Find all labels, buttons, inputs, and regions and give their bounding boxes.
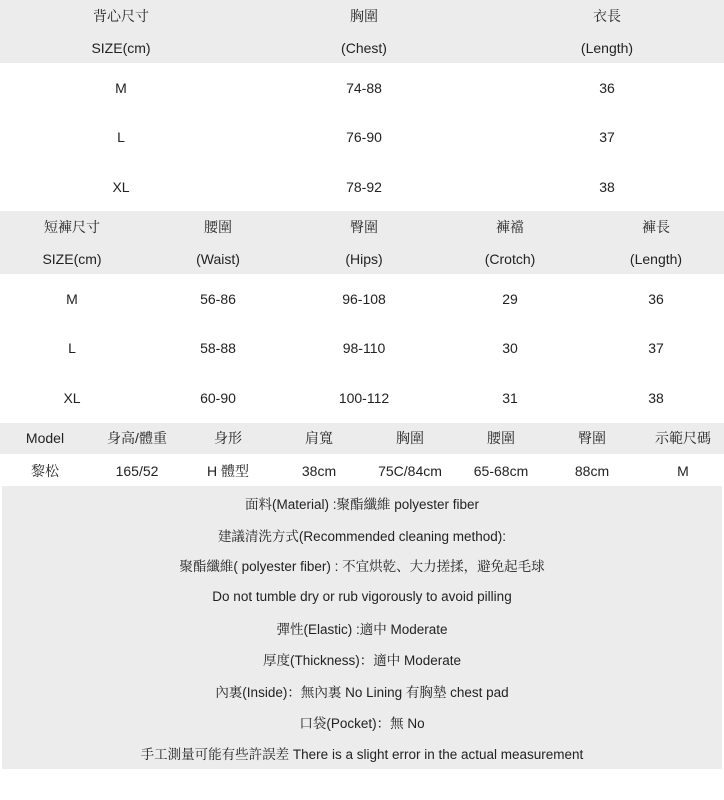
vest-chest-cell: 76-90 xyxy=(346,129,382,145)
note-measurement-error: 手工測量可能有些許誤差 There is a slight error in the actual measurement xyxy=(140,747,584,762)
note-cleaning-en: Do not tumble dry or rub vigorously to avoid pilling xyxy=(212,588,512,604)
shorts-hips-cell: 100-112 xyxy=(338,390,390,406)
shorts-row-xl xyxy=(0,386,724,410)
shorts-header-length-zh: 褲長 xyxy=(642,219,670,235)
model-header-body-shape: 身形 xyxy=(214,430,242,446)
shorts-waist-cell: 56-86 xyxy=(200,291,236,307)
shorts-crotch-cell: 31 xyxy=(502,390,518,406)
vest-header-chest-en: (Chest) xyxy=(341,40,387,56)
vest-row-xl xyxy=(0,175,724,199)
note-cleaning-method: 建議清洗方式(Recommended cleaning method): xyxy=(217,529,507,544)
model-header-height-weight: 身高/體重 xyxy=(107,430,167,446)
vest-chest-cell: 74-88 xyxy=(346,80,382,96)
vest-row-m xyxy=(0,76,724,100)
shorts-size-cell: M xyxy=(66,291,78,307)
shorts-row-m xyxy=(0,287,724,311)
vest-size-header xyxy=(0,0,724,63)
vest-chest-cell: 78-92 xyxy=(346,179,382,195)
vest-header-chest-zh: 胸圍 xyxy=(350,8,378,24)
product-notes-panel xyxy=(2,486,722,769)
model-body-shape-cell: H 體型 xyxy=(207,463,249,479)
model-header-shoulder: 肩寬 xyxy=(305,430,333,446)
shorts-hips-cell: 98-110 xyxy=(342,340,386,356)
shorts-header-length-en: (Length) xyxy=(629,251,683,267)
shorts-header-size-en: SIZE(cm) xyxy=(42,251,102,267)
model-row xyxy=(0,459,724,483)
shorts-header-hips-en: (Hips) xyxy=(345,251,383,267)
vest-header-size-en: SIZE(cm) xyxy=(91,40,151,56)
model-shoulder-cell: 38cm xyxy=(301,463,337,479)
vest-size-cell: XL xyxy=(112,179,130,195)
model-header-row xyxy=(0,426,724,450)
note-material: 面料(Material) :聚酯纖維 polyester fiber xyxy=(244,497,480,512)
shorts-header-crotch-en: (Crotch) xyxy=(484,251,536,267)
vest-length-cell: 36 xyxy=(599,80,615,96)
vest-header-zh-row xyxy=(0,4,724,28)
shorts-waist-cell: 58-88 xyxy=(200,340,236,356)
model-header-waist: 腰圍 xyxy=(487,430,515,446)
vest-header-length-zh: 衣長 xyxy=(593,8,621,24)
shorts-size-cell: L xyxy=(68,340,76,356)
model-waist-cell: 65-68cm xyxy=(473,463,529,479)
model-chest-cell: 75C/84cm xyxy=(378,463,442,479)
shorts-length-cell: 38 xyxy=(648,390,664,406)
vest-row-l xyxy=(0,125,724,149)
shorts-header-crotch-zh: 褲襠 xyxy=(496,219,524,235)
model-name-cell: 黎松 xyxy=(31,463,59,479)
shorts-length-cell: 36 xyxy=(648,291,664,307)
shorts-size-cell: XL xyxy=(63,390,81,406)
shorts-header-waist-en: (Waist) xyxy=(196,251,240,267)
shorts-header-waist-zh: 腰圍 xyxy=(204,219,232,235)
model-header xyxy=(0,423,724,454)
note-elastic: 彈性(Elastic) :適中 Moderate xyxy=(276,622,448,637)
shorts-header-hips-zh: 臀圍 xyxy=(350,219,378,235)
shorts-header-size-zh: 短褲尺寸 xyxy=(44,219,100,235)
shorts-length-cell: 37 xyxy=(648,340,664,356)
shorts-size-header xyxy=(0,211,724,274)
vest-length-cell: 37 xyxy=(599,129,615,145)
shorts-crotch-cell: 29 xyxy=(502,291,518,307)
shorts-waist-cell: 60-90 xyxy=(200,390,236,406)
vest-size-cell: L xyxy=(117,129,125,145)
model-height-weight-cell: 165/52 xyxy=(115,463,159,479)
shorts-hips-cell: 96-108 xyxy=(342,291,386,307)
note-inside: 內裏(Inside)：無內裏 No Lining 有胸墊 chest pad xyxy=(215,685,509,700)
note-cleaning-zh: 聚酯纖維( polyester fiber) : 不宜烘乾、大力搓揉，避免起毛球 xyxy=(179,559,545,574)
shorts-crotch-cell: 30 xyxy=(502,340,518,356)
model-header-name: Model xyxy=(25,430,65,446)
model-demo-size-cell: M xyxy=(677,463,689,479)
model-header-chest: 胸圍 xyxy=(396,430,424,446)
note-pocket: 口袋(Pocket)：無 No xyxy=(299,716,425,731)
shorts-row-l xyxy=(0,336,724,360)
note-thickness: 厚度(Thickness)：適中 Moderate xyxy=(262,653,462,668)
shorts-header-zh-row xyxy=(0,215,724,239)
vest-length-cell: 38 xyxy=(599,179,615,195)
vest-size-cell: M xyxy=(115,80,127,96)
vest-header-en-row xyxy=(0,36,724,60)
vest-header-size-zh: 背心尺寸 xyxy=(93,8,149,24)
model-hips-cell: 88cm xyxy=(574,463,610,479)
shorts-header-en-row xyxy=(0,247,724,271)
model-header-demo-size: 示範尺碼 xyxy=(655,430,711,446)
model-header-hips: 臀圍 xyxy=(578,430,606,446)
vest-header-length-en: (Length) xyxy=(580,40,634,56)
